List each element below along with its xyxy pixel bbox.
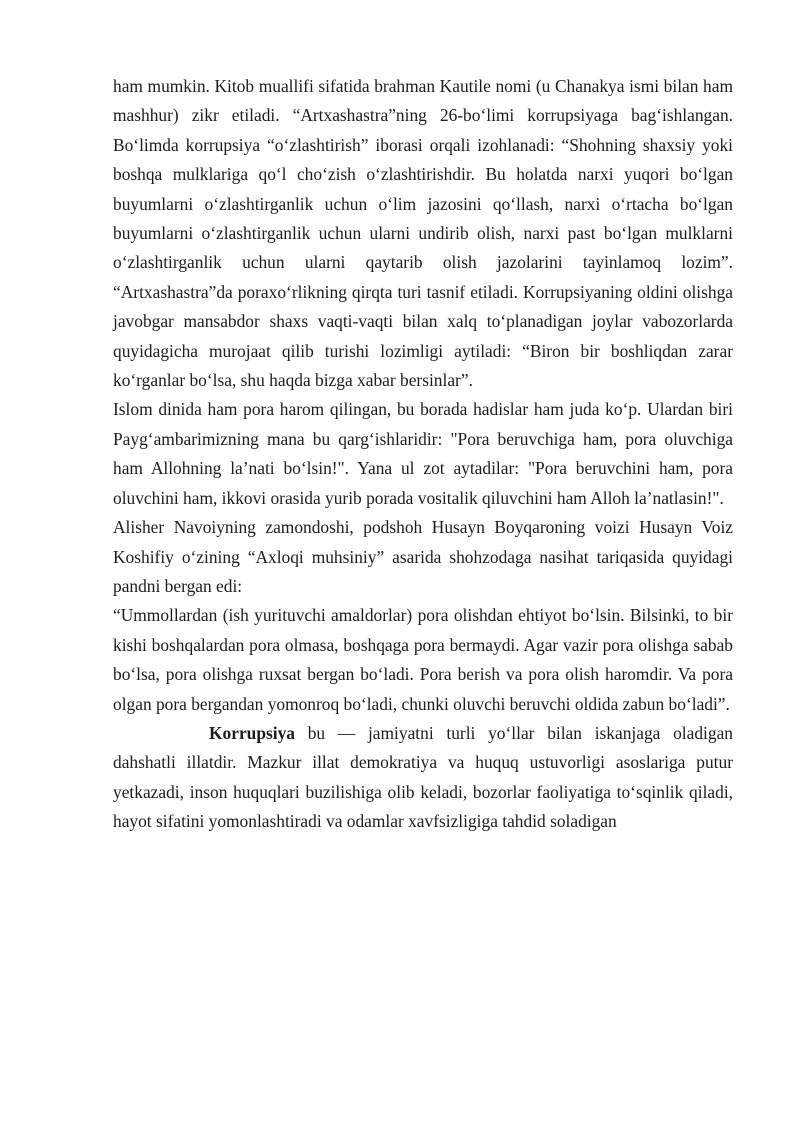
definition-text: bu — jamiyatni turli yoʻllar bilan iskanjaga oladigan dahshatli illatdir. Mazkur illat demokratiya va huquq ustuvorligi asoslariga putur yetkazadi, inson huquqlari buzilishiga olib keladi, bozorlar faoliyatiga toʻsqinlik qiladi, hayot sifatini yomonlashtiradi va odamlar xavfsizligiga tahdid soladigan — [113, 722, 733, 832]
paragraph-artxashastra: ham mumkin. Kitob muallifi sifatida brahman Kautile nomi (u Chanakya ismi bilan ham mashhur) zikr etiladi. “Artxashastra”ning 26-boʻlimi korrupsiyaga bagʻishlangan. Boʻlimda korrupsiya “oʻzlashtirish” iborasi orqali izohlanadi: “Shohning shaxsiy yoki boshqa mulklariga qoʻl choʻzish oʻzlashtirishdir. Bu holatda narxi yuqori boʻlgan buyumlarni oʻzlashtirganlik uchun oʻlim jazosini qoʻllash, narxi oʻrtacha boʻlgan buyumlarni oʻzlashtirganlik uchun ularni undirib olish, narxi past boʻlgan mulklarni oʻzlashtirganlik uchun ularni qaytarib olish jazolarini tayinlamoq lozim”. “Artxashastra”da poraxoʻrlikning qirqta turi tasnif etiladi. Korrupsiyaning oldini olishga javobgar mansabdor shaxs vaqti-vaqti bilan xalq toʻplanadigan joylar vabozorlarda quyidagicha murojaat qilib turishi lozimligi aytiladi: “Biron bir boshliqdan zarar koʻrganlar boʻlsa, shu haqda bizga xabar bersinlar”. — [113, 76, 733, 391]
definition-term: Korrupsiya — [209, 722, 295, 743]
body-text — [113, 72, 733, 837]
paragraph-navoiy: Alisher Navoiyning zamondoshi, podshoh Husayn Boyqaroning voizi Husayn Voiz Koshifiy oʻzining “Axloqi muhsiniy” asarida shohzodaga nasihat tariqasida quyidagi pandni bergan edi: — [113, 517, 733, 596]
paragraph-quote-koshifiy: “Ummollardan (ish yurituvchi amaldorlar) pora olishdan ehtiyot boʻlsin. Bilsinki, to bir kishi boshqalardan pora olmasa, boshqaga pora bermaydi. Agar vazir pora olishga sabab boʻlsa, pora olishga ruxsat bergan boʻladi. Pora berish va pora olish haromdir. Va pora olgan pora bergandan yomonroq boʻladi, chunki oluvchi beruvchi oldida zabun boʻladi”. — [113, 605, 733, 714]
paragraph-islom: Islom dinida ham pora harom qilingan, bu borada hadislar ham juda koʻp. Ulardan biri Paygʻambarimizning mana bu qargʻishlaridir: "Pora beruvchiga ham, pora oluvchiga ham Allohning laʼnati boʻlsin!". Yana ul zot aytadilar: "Pora beruvchini ham, pora oluvchini ham, ikkovi orasida yurib porada vositalik qiluvchini ham Alloh laʼnatlasin!". — [113, 399, 733, 508]
paragraph-definition — [113, 719, 733, 837]
